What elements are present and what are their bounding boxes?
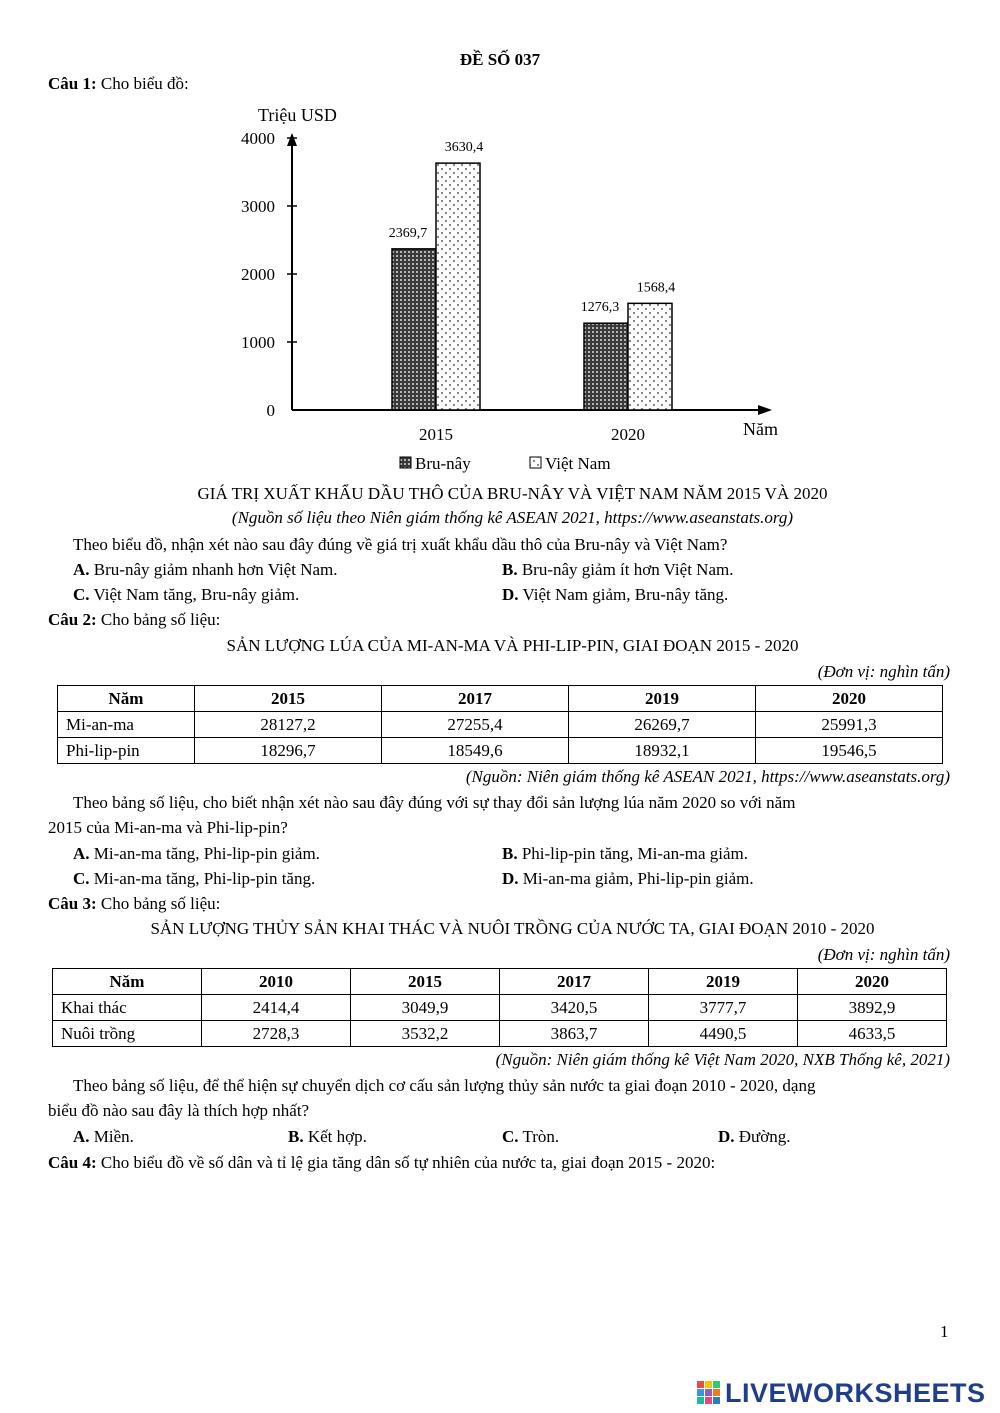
header-cell: Năm <box>58 686 195 712</box>
header-cell: 2019 <box>569 686 756 712</box>
header-cell: 2019 <box>649 969 798 995</box>
data-label: 1276,3 <box>580 300 620 316</box>
y-tick-label: 0 <box>266 401 275 420</box>
option-text: Mi-an-ma tăng, Phi-lip-pin giảm. <box>93 844 320 863</box>
header-cell: 2020 <box>756 686 943 712</box>
page-number: 1 <box>940 1322 949 1341</box>
q4-text: Cho biểu đồ về số dân và tỉ lệ gia tăng dân số tự nhiên của nước ta, giai đoạn 2015 - 2020: <box>100 1153 716 1172</box>
q2-table-title: SẢN LƯỢNG LÚA CỦA MI-AN-MA VÀ PHI-LIP-PIN, GIAI ĐOẠN 2015 - 2020 <box>226 636 799 655</box>
header-cell: 2015 <box>351 969 500 995</box>
option-text: Mi-an-ma tăng, Phi-lip-pin tăng. <box>93 869 316 888</box>
row-label: Nuôi trồng <box>53 1021 202 1047</box>
table-cell: 3420,5 <box>500 995 649 1021</box>
exam-title: ĐỀ SỐ 037 <box>459 50 541 69</box>
q1-question: Theo biểu đồ, nhận xét nào sau đây đúng về giá trị xuất khẩu dầu thô của Bru-nây và Việt Nam? <box>73 535 728 554</box>
option-key: D. <box>502 585 519 604</box>
legend-swatch <box>530 457 541 468</box>
bar-chart <box>0 95 1000 480</box>
data-label: 1568,4 <box>636 280 676 296</box>
q2-option-a[interactable] <box>73 844 320 864</box>
legend-label: Việt Nam <box>545 454 611 473</box>
q2-source: (Nguồn: Niên giám thống kê ASEAN 2021, https://www.aseanstats.org) <box>465 767 950 786</box>
y-tick-label: 1000 <box>241 333 275 352</box>
q2-intro: Cho bảng số liệu: <box>100 610 221 629</box>
q1-option-b[interactable] <box>502 560 733 580</box>
liveworksheets-icon <box>697 1381 721 1405</box>
q3-table-title: SẢN LƯỢNG THỦY SẢN KHAI THÁC VÀ NUÔI TRỒNG CỦA NƯỚC TA, GIAI ĐOẠN 2010 - 2020 <box>150 919 875 938</box>
option-key: C. <box>73 585 90 604</box>
q2-table <box>57 685 943 764</box>
header-cell: 2010 <box>202 969 351 995</box>
brand-name: LIVEWORKSHEETS <box>725 1378 986 1408</box>
q1-label: Câu 1: <box>48 74 97 93</box>
q1-header <box>48 74 189 94</box>
option-key: D. <box>502 869 519 888</box>
option-key: B. <box>502 844 518 863</box>
q1-intro: Cho biểu đồ: <box>100 74 189 93</box>
q2-option-c[interactable] <box>73 869 315 889</box>
legend-swatch <box>400 457 411 468</box>
q3-option-b[interactable] <box>288 1127 367 1147</box>
q2-question-line1: Theo bảng số liệu, cho biết nhận xét nào sau đây đúng với sự thay đổi sản lượng lúa năm 2020 so với năm <box>73 793 796 812</box>
table-cell: 18296,7 <box>195 738 382 764</box>
table-cell: 4633,5 <box>798 1021 947 1047</box>
option-text: Miền. <box>93 1127 134 1146</box>
x-axis-arrow <box>758 405 772 415</box>
q3-source: (Nguồn: Niên giám thống kê Việt Nam 2020, NXB Thống kê, 2021) <box>495 1050 950 1069</box>
table-cell: 3863,7 <box>500 1021 649 1047</box>
q2-option-d[interactable] <box>502 869 754 889</box>
bar <box>584 323 628 410</box>
option-text: Đường. <box>738 1127 791 1146</box>
table-cell: 3892,9 <box>798 995 947 1021</box>
q4-header <box>48 1153 715 1173</box>
x-tick-label: 2015 <box>419 425 453 444</box>
table-cell: 18549,6 <box>382 738 569 764</box>
option-text: Việt Nam giảm, Bru-nây tăng. <box>522 585 729 604</box>
q3-option-a[interactable] <box>73 1127 134 1147</box>
q2-header <box>48 610 220 630</box>
table-cell: 2728,3 <box>202 1021 351 1047</box>
table-cell: 3049,9 <box>351 995 500 1021</box>
header-cell: 2017 <box>382 686 569 712</box>
table-header-row <box>58 686 943 712</box>
table-cell: 3777,7 <box>649 995 798 1021</box>
table-cell: 2414,4 <box>202 995 351 1021</box>
q2-option-b[interactable] <box>502 844 748 864</box>
q1-option-d[interactable] <box>502 585 728 605</box>
option-text: Kết hợp. <box>307 1127 367 1146</box>
table-cell: 19546,5 <box>756 738 943 764</box>
option-text: Tròn. <box>522 1127 560 1146</box>
table-row <box>58 738 943 764</box>
header-cell: 2020 <box>798 969 947 995</box>
y-tick-label: 2000 <box>241 265 275 284</box>
header-cell: 2015 <box>195 686 382 712</box>
option-text: Việt Nam tăng, Bru-nây giảm. <box>93 585 300 604</box>
q2-label: Câu 2: <box>48 610 97 629</box>
q2-unit: (Đơn vị: nghìn tấn) <box>817 662 950 681</box>
q3-question-line1: Theo bảng số liệu, để thể hiện sự chuyển dịch cơ cấu sản lượng thủy sản nước ta giai đoạn 2010 - 2020, dạng <box>73 1076 816 1095</box>
y-tick-label: 3000 <box>241 197 275 216</box>
q3-option-d[interactable] <box>718 1127 791 1147</box>
option-key: A. <box>73 1127 90 1146</box>
q3-question-line2: biểu đồ nào sau đây là thích hợp nhất? <box>48 1101 310 1120</box>
y-axis-title: Triệu USD <box>258 105 337 125</box>
table-cell: 27255,4 <box>382 712 569 738</box>
table-cell: 4490,5 <box>649 1021 798 1047</box>
option-text: Bru-nây giảm ít hơn Việt Nam. <box>521 560 734 579</box>
q1-option-a[interactable] <box>73 560 338 580</box>
option-key: A. <box>73 560 90 579</box>
row-label: Mi-an-ma <box>58 712 195 738</box>
table-cell: 26269,7 <box>569 712 756 738</box>
bar <box>628 303 672 410</box>
table-header-row <box>53 969 947 995</box>
table-cell: 28127,2 <box>195 712 382 738</box>
option-key: B. <box>502 560 518 579</box>
option-text: Bru-nây giảm nhanh hơn Việt Nam. <box>93 560 338 579</box>
header-cell: Năm <box>53 969 202 995</box>
x-tick-label: 2020 <box>611 425 645 444</box>
option-key: A. <box>73 844 90 863</box>
y-axis-arrow <box>287 133 297 146</box>
row-label: Phi-lip-pin <box>58 738 195 764</box>
legend-label: Bru-nây <box>415 454 471 473</box>
q3-intro: Cho bảng số liệu: <box>100 894 221 913</box>
data-label: 3630,4 <box>444 140 484 156</box>
table-cell: 18932,1 <box>569 738 756 764</box>
q4-label: Câu 4: <box>48 1153 97 1172</box>
option-text: Phi-lip-pin tăng, Mi-an-ma giảm. <box>521 844 748 863</box>
q3-unit: (Đơn vị: nghìn tấn) <box>817 945 950 964</box>
table-cell: 3532,2 <box>351 1021 500 1047</box>
option-key: C. <box>502 1127 519 1146</box>
q3-header <box>48 894 220 914</box>
data-label: 2369,7 <box>388 225 428 241</box>
q2-question-line2: 2015 của Mi-an-ma và Phi-lip-pin? <box>48 818 288 837</box>
x-axis-title: Năm <box>743 419 778 439</box>
q3-table <box>52 968 947 1047</box>
option-key: C. <box>73 869 90 888</box>
option-key: D. <box>718 1127 735 1146</box>
y-tick-label: 4000 <box>241 129 275 148</box>
row-label: Khai thác <box>53 995 202 1021</box>
option-text: Mi-an-ma giảm, Phi-lip-pin giảm. <box>522 869 754 888</box>
q3-option-c[interactable] <box>502 1127 559 1147</box>
table-row <box>53 1021 947 1047</box>
chart-caption: GIÁ TRỊ XUẤT KHẨU DẦU THÔ CỦA BRU-NÂY VÀ VIỆT NAM NĂM 2015 VÀ 2020 <box>197 484 828 503</box>
chart-source: (Nguồn số liệu theo Niên giám thống kê ASEAN 2021, https://www.aseanstats.org) <box>231 508 794 527</box>
bar <box>392 249 436 410</box>
q1-option-c[interactable] <box>73 585 299 605</box>
bar <box>436 163 480 410</box>
q3-label: Câu 3: <box>48 894 97 913</box>
header-cell: 2017 <box>500 969 649 995</box>
table-row <box>53 995 947 1021</box>
table-cell: 25991,3 <box>756 712 943 738</box>
option-key: B. <box>288 1127 304 1146</box>
table-row <box>58 712 943 738</box>
